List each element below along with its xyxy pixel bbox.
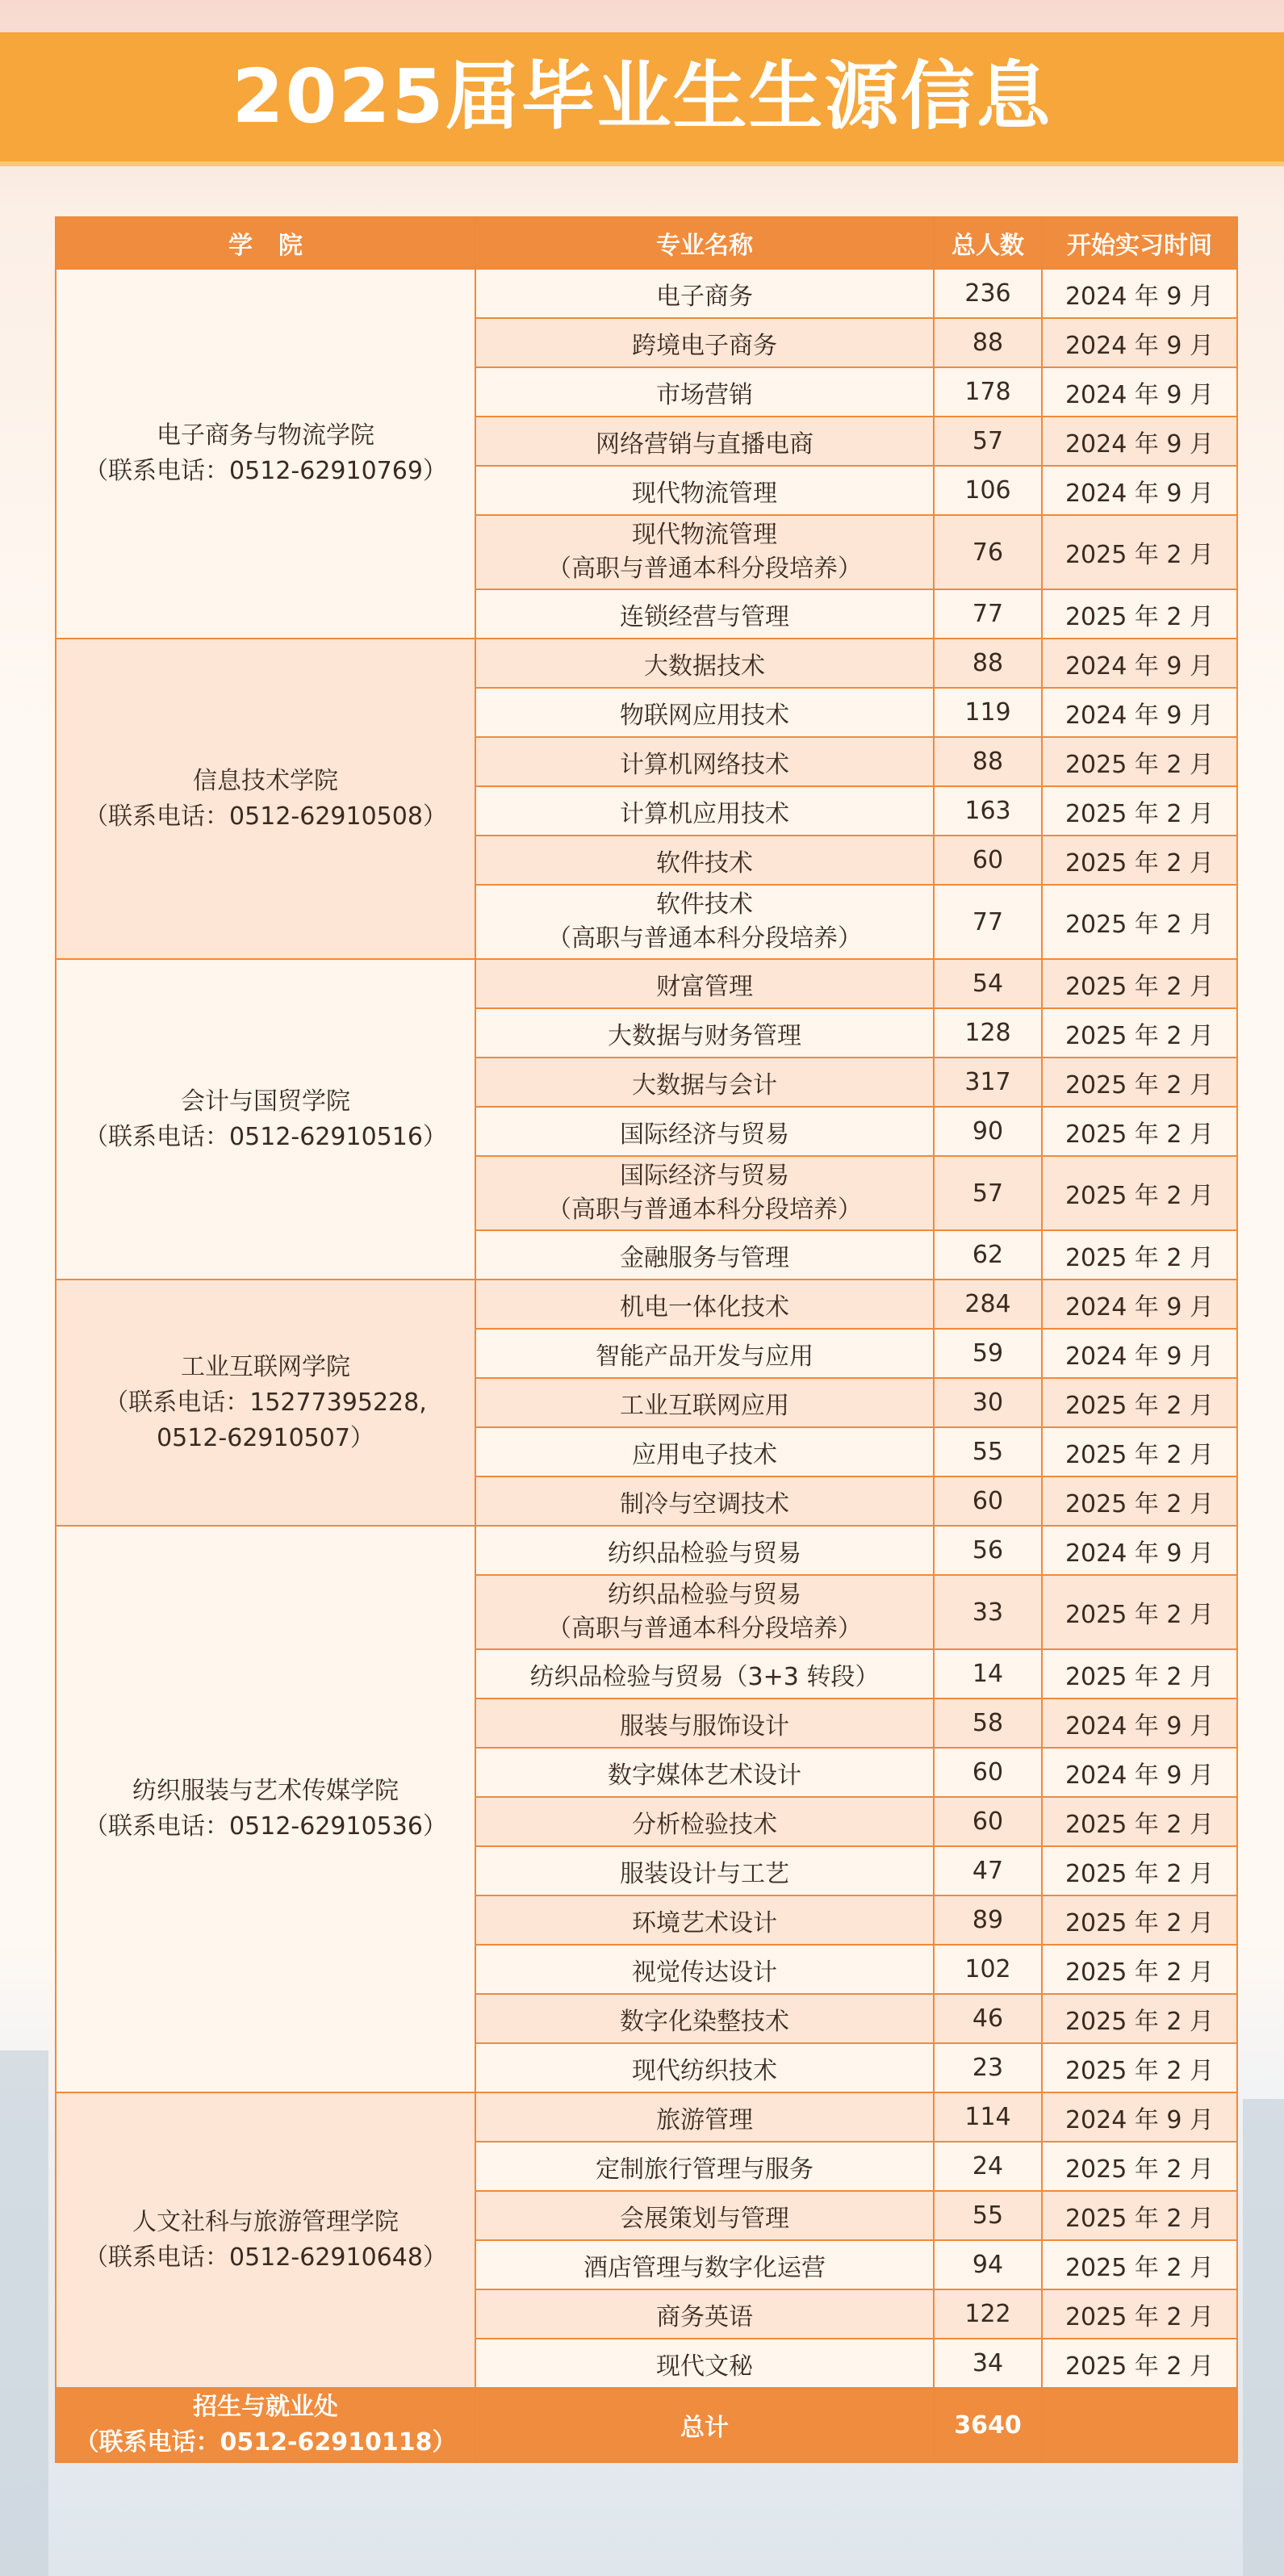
start-time-cell: 2025 年 2 月 xyxy=(1042,959,1237,1008)
major-cell: 机电一体化技术 xyxy=(475,1280,934,1329)
start-time-cell: 2025 年 2 月 xyxy=(1042,885,1237,959)
count-cell: 60 xyxy=(934,1476,1042,1526)
start-time-cell: 2024 年 9 月 xyxy=(1042,318,1237,367)
college-phone: （联系电话：15277395228, xyxy=(104,1388,427,1417)
start-time-cell: 2024 年 9 月 xyxy=(1042,1280,1237,1329)
start-time-cell: 2025 年 2 月 xyxy=(1042,1476,1237,1526)
college-cell xyxy=(56,1526,475,2092)
count-cell: 23 xyxy=(934,2043,1042,2092)
footer-office-name: 招生与就业处 xyxy=(193,2393,338,2421)
count-cell: 34 xyxy=(934,2339,1042,2388)
footer-total-value: 3640 xyxy=(934,2388,1042,2462)
college-name: 会计与国贸学院 xyxy=(181,1087,350,1116)
header-count: 总人数 xyxy=(934,217,1042,269)
count-cell: 57 xyxy=(934,1156,1042,1230)
start-time-cell: 2025 年 2 月 xyxy=(1042,1945,1237,1994)
footer-office-phone: （联系电话：0512-62910118） xyxy=(74,2428,457,2457)
start-time-cell: 2025 年 2 月 xyxy=(1042,2339,1237,2388)
count-cell: 88 xyxy=(934,639,1042,688)
major-cell: 纺织品检验与贸易 xyxy=(475,1526,934,1575)
page-title: 2025届毕业生生源信息 xyxy=(232,53,1052,140)
college-phone: （联系电话：0512-62910536） xyxy=(84,1812,447,1841)
start-time-cell: 2025 年 2 月 xyxy=(1042,1649,1237,1698)
start-time-cell: 2025 年 2 月 xyxy=(1042,1994,1237,2043)
major-cell: 财富管理 xyxy=(475,959,934,1008)
count-cell: 58 xyxy=(934,1698,1042,1748)
count-cell: 106 xyxy=(934,466,1042,515)
count-cell: 163 xyxy=(934,786,1042,836)
major-cell: 计算机应用技术 xyxy=(475,786,934,836)
background-building-right xyxy=(1243,2099,1284,2576)
major-cell: 物联网应用技术 xyxy=(475,688,934,737)
count-cell: 88 xyxy=(934,318,1042,367)
college-name: 纺织服装与艺术传媒学院 xyxy=(132,1777,399,1805)
college-cell xyxy=(56,959,475,1280)
major-cell: 制冷与空调技术 xyxy=(475,1476,934,1526)
start-time-cell: 2025 年 2 月 xyxy=(1042,1378,1237,1427)
college-cell xyxy=(56,269,475,639)
major-cell: 智能产品开发与应用 xyxy=(475,1329,934,1378)
table-total-row xyxy=(56,2388,1237,2462)
count-cell: 62 xyxy=(934,1230,1042,1280)
major-cell xyxy=(475,1575,934,1649)
major-cell: 商务英语 xyxy=(475,2289,934,2339)
count-cell: 59 xyxy=(934,1329,1042,1378)
major-cell: 连锁经营与管理 xyxy=(475,589,934,639)
table-header-row xyxy=(56,217,1237,269)
start-time-cell: 2025 年 2 月 xyxy=(1042,737,1237,786)
major-note: （高职与普通本科分段培养） xyxy=(547,924,862,953)
footer-blank xyxy=(1042,2388,1237,2462)
college-name: 人文社科与旅游管理学院 xyxy=(132,2208,399,2236)
footer-total-label: 总计 xyxy=(475,2388,934,2462)
count-cell: 236 xyxy=(934,269,1042,318)
major-cell xyxy=(475,1156,934,1230)
table-row xyxy=(56,269,1237,318)
start-time-cell: 2025 年 2 月 xyxy=(1042,1230,1237,1280)
start-time-cell: 2025 年 2 月 xyxy=(1042,2043,1237,2092)
count-cell: 122 xyxy=(934,2289,1042,2339)
graduate-source-table xyxy=(55,216,1238,2463)
start-time-cell: 2024 年 9 月 xyxy=(1042,639,1237,688)
start-time-cell: 2025 年 2 月 xyxy=(1042,515,1237,589)
start-time-cell: 2025 年 2 月 xyxy=(1042,1427,1237,1476)
count-cell: 30 xyxy=(934,1378,1042,1427)
background-building-left xyxy=(0,2050,48,2576)
count-cell: 57 xyxy=(934,417,1042,466)
college-phone: （联系电话：0512-62910516） xyxy=(84,1122,447,1151)
start-time-cell: 2025 年 2 月 xyxy=(1042,1575,1237,1649)
table-row xyxy=(56,1280,1237,1329)
major-cell: 工业互联网应用 xyxy=(475,1378,934,1427)
start-time-cell: 2024 年 9 月 xyxy=(1042,466,1237,515)
major-cell: 分析检验技术 xyxy=(475,1797,934,1846)
start-time-cell: 2024 年 9 月 xyxy=(1042,1526,1237,1575)
count-cell: 47 xyxy=(934,1846,1042,1895)
start-time-cell: 2024 年 9 月 xyxy=(1042,1748,1237,1797)
major-note: （高职与普通本科分段培养） xyxy=(547,555,862,583)
college-name: 工业互联网学院 xyxy=(181,1352,350,1381)
count-cell: 14 xyxy=(934,1649,1042,1698)
start-time-cell: 2024 年 9 月 xyxy=(1042,1698,1237,1748)
count-cell: 178 xyxy=(934,367,1042,417)
college-cell xyxy=(56,1280,475,1526)
major-cell xyxy=(475,885,934,959)
count-cell: 55 xyxy=(934,2191,1042,2240)
start-time-cell: 2025 年 2 月 xyxy=(1042,2289,1237,2339)
major-cell: 电子商务 xyxy=(475,269,934,318)
major-cell: 服装设计与工艺 xyxy=(475,1846,934,1895)
start-time-cell: 2025 年 2 月 xyxy=(1042,1797,1237,1846)
count-cell: 94 xyxy=(934,2240,1042,2289)
major-note: （高职与普通本科分段培养） xyxy=(547,1196,862,1224)
major-cell: 环境艺术设计 xyxy=(475,1895,934,1945)
college-phone: （联系电话：0512-62910508） xyxy=(84,802,447,831)
table-row xyxy=(56,959,1237,1008)
major-note: （高职与普通本科分段培养） xyxy=(547,1615,862,1643)
major-cell xyxy=(475,515,934,589)
header-start-time: 开始实习时间 xyxy=(1042,217,1237,269)
count-cell: 33 xyxy=(934,1575,1042,1649)
major-cell: 市场营销 xyxy=(475,367,934,417)
major-cell: 软件技术 xyxy=(475,836,934,885)
start-time-cell: 2025 年 2 月 xyxy=(1042,1008,1237,1058)
count-cell: 119 xyxy=(934,688,1042,737)
start-time-cell: 2025 年 2 月 xyxy=(1042,2191,1237,2240)
count-cell: 60 xyxy=(934,836,1042,885)
start-time-cell: 2024 年 9 月 xyxy=(1042,2092,1237,2142)
major-cell: 国际经济与贸易 xyxy=(475,1107,934,1156)
major-cell: 计算机网络技术 xyxy=(475,737,934,786)
start-time-cell: 2025 年 2 月 xyxy=(1042,786,1237,836)
major-cell: 跨境电子商务 xyxy=(475,318,934,367)
major-cell: 定制旅行管理与服务 xyxy=(475,2142,934,2191)
count-cell: 114 xyxy=(934,2092,1042,2142)
start-time-cell: 2025 年 2 月 xyxy=(1042,1107,1237,1156)
major-cell: 大数据技术 xyxy=(475,639,934,688)
major-name: 国际经济与贸易 xyxy=(620,1162,789,1190)
count-cell: 60 xyxy=(934,1797,1042,1846)
start-time-cell: 2025 年 2 月 xyxy=(1042,589,1237,639)
major-cell: 网络营销与直播电商 xyxy=(475,417,934,466)
major-cell: 现代文秘 xyxy=(475,2339,934,2388)
start-time-cell: 2025 年 2 月 xyxy=(1042,2142,1237,2191)
major-cell: 数字化染整技术 xyxy=(475,1994,934,2043)
start-time-cell: 2025 年 2 月 xyxy=(1042,836,1237,885)
major-cell: 大数据与财务管理 xyxy=(475,1008,934,1058)
major-cell: 服装与服饰设计 xyxy=(475,1698,934,1748)
start-time-cell: 2024 年 9 月 xyxy=(1042,367,1237,417)
start-time-cell: 2024 年 9 月 xyxy=(1042,417,1237,466)
major-cell: 大数据与会计 xyxy=(475,1058,934,1107)
count-cell: 128 xyxy=(934,1008,1042,1058)
major-cell: 应用电子技术 xyxy=(475,1427,934,1476)
major-cell: 数字媒体艺术设计 xyxy=(475,1748,934,1797)
table-row xyxy=(56,2092,1237,2142)
count-cell: 76 xyxy=(934,515,1042,589)
start-time-cell: 2024 年 9 月 xyxy=(1042,1329,1237,1378)
major-cell: 纺织品检验与贸易（3+3 转段） xyxy=(475,1649,934,1698)
count-cell: 55 xyxy=(934,1427,1042,1476)
start-time-cell: 2025 年 2 月 xyxy=(1042,1058,1237,1107)
college-name: 信息技术学院 xyxy=(193,766,338,795)
major-cell: 旅游管理 xyxy=(475,2092,934,2142)
count-cell: 24 xyxy=(934,2142,1042,2191)
major-name: 软件技术 xyxy=(656,890,753,919)
table-body xyxy=(56,269,1237,2388)
graduate-table-wrapper xyxy=(55,216,1236,2463)
major-cell: 视觉传达设计 xyxy=(475,1945,934,1994)
start-time-cell: 2024 年 9 月 xyxy=(1042,269,1237,318)
header-college: 学院 xyxy=(56,217,475,269)
count-cell: 102 xyxy=(934,1945,1042,1994)
count-cell: 88 xyxy=(934,737,1042,786)
count-cell: 46 xyxy=(934,1994,1042,2043)
header-major: 专业名称 xyxy=(475,217,934,269)
major-cell: 会展策划与管理 xyxy=(475,2191,934,2240)
college-cell xyxy=(56,2092,475,2388)
start-time-cell: 2025 年 2 月 xyxy=(1042,1846,1237,1895)
count-cell: 54 xyxy=(934,959,1042,1008)
count-cell: 77 xyxy=(934,885,1042,959)
major-cell: 现代物流管理 xyxy=(475,466,934,515)
college-cell xyxy=(56,639,475,959)
start-time-cell: 2025 年 2 月 xyxy=(1042,1895,1237,1945)
college-phone-continued: 0512-62910507） xyxy=(157,1423,374,1452)
college-phone: （联系电话：0512-62910769） xyxy=(84,457,447,485)
start-time-cell: 2025 年 2 月 xyxy=(1042,1156,1237,1230)
count-cell: 56 xyxy=(934,1526,1042,1575)
table-row xyxy=(56,1526,1237,1575)
major-cell: 现代纺织技术 xyxy=(475,2043,934,2092)
count-cell: 317 xyxy=(934,1058,1042,1107)
college-name: 电子商务与物流学院 xyxy=(157,421,374,450)
start-time-cell: 2024 年 9 月 xyxy=(1042,688,1237,737)
count-cell: 89 xyxy=(934,1895,1042,1945)
count-cell: 60 xyxy=(934,1748,1042,1797)
start-time-cell: 2025 年 2 月 xyxy=(1042,2240,1237,2289)
count-cell: 90 xyxy=(934,1107,1042,1156)
major-cell: 金融服务与管理 xyxy=(475,1230,934,1280)
major-name: 现代物流管理 xyxy=(632,521,777,549)
count-cell: 284 xyxy=(934,1280,1042,1329)
major-cell: 酒店管理与数字化运营 xyxy=(475,2240,934,2289)
college-phone: （联系电话：0512-62910648） xyxy=(84,2243,447,2272)
count-cell: 77 xyxy=(934,589,1042,639)
major-name: 纺织品检验与贸易 xyxy=(608,1581,801,1609)
table-row xyxy=(56,639,1237,688)
footer-office xyxy=(56,2388,475,2462)
